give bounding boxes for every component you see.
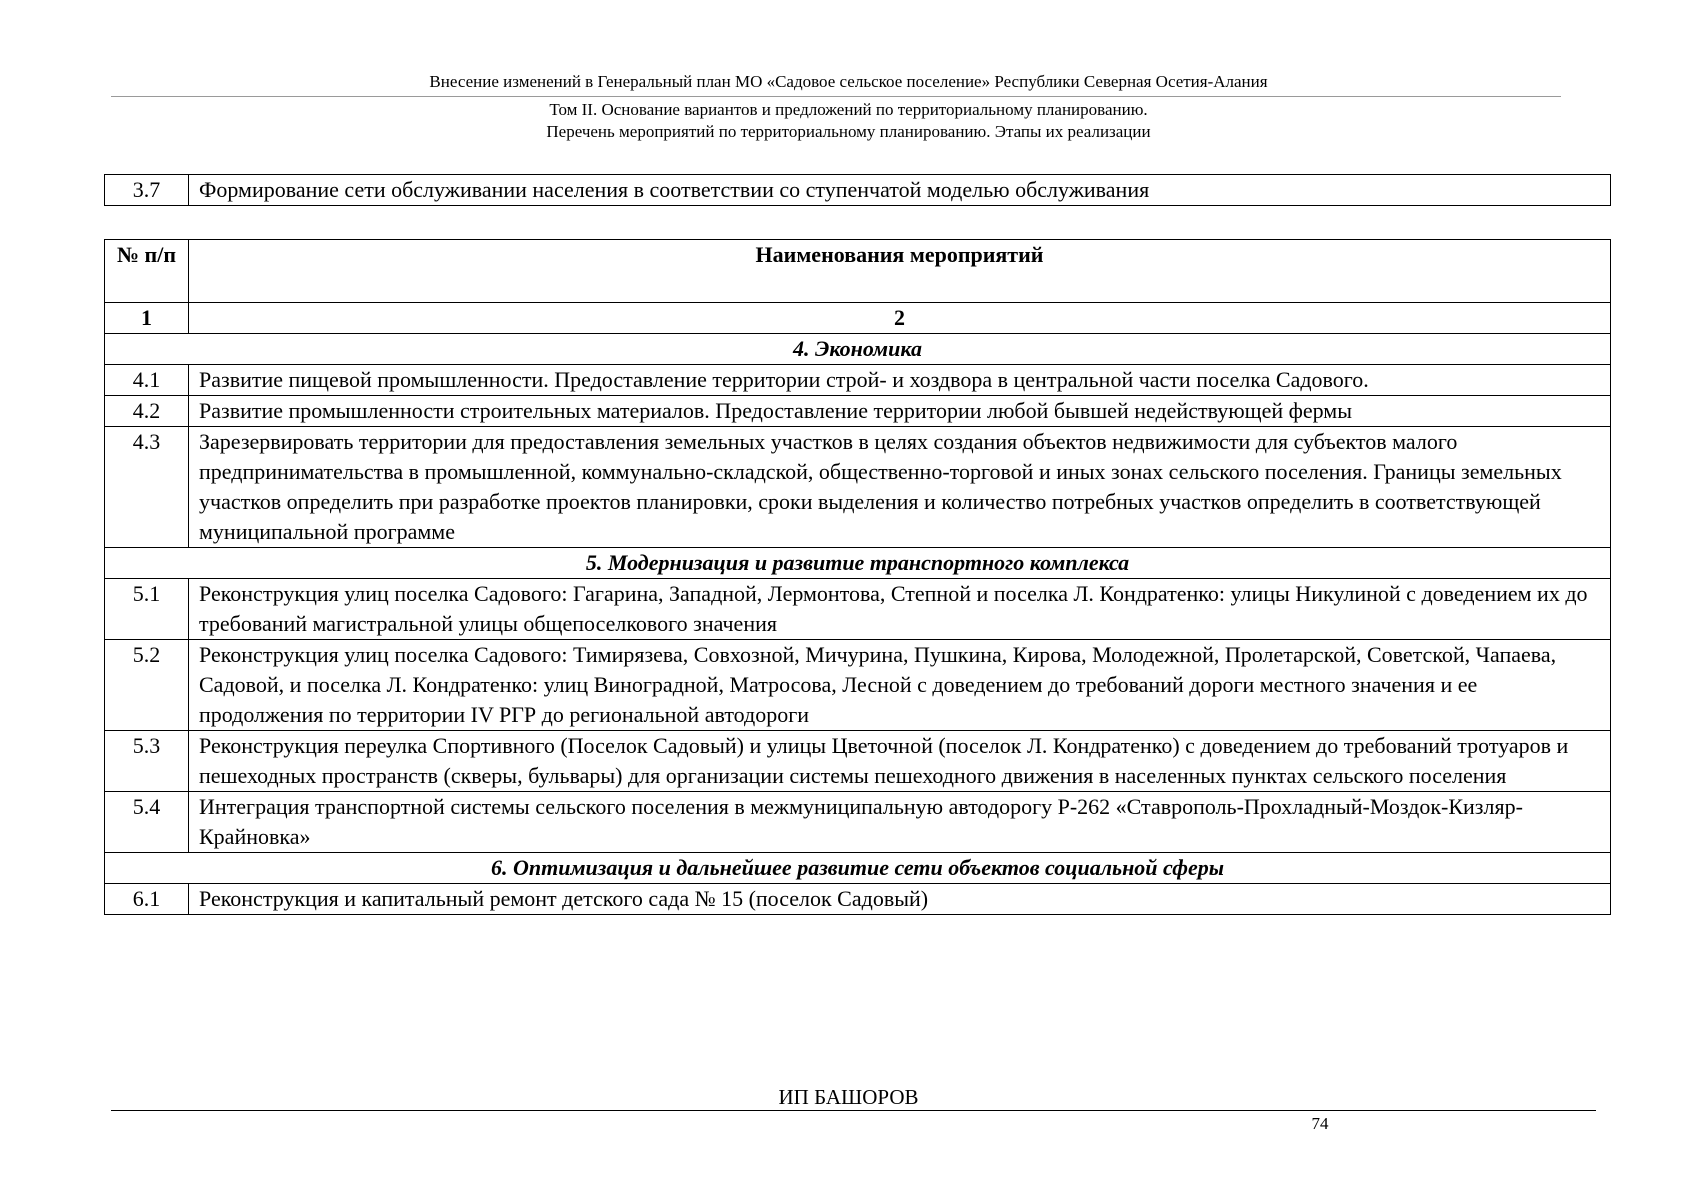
row-number: 6.1 <box>105 884 189 915</box>
col-index-2: 2 <box>189 303 1611 334</box>
row-text: Реконструкция и капитальный ремонт детского сада № 15 (поселок Садовый) <box>189 884 1611 915</box>
section-title: 5. Модернизация и развитие транспортного комплекса <box>105 548 1611 579</box>
row-text: Реконструкция улиц поселка Садового: Тимирязева, Совхозной, Мичурина, Пушкина, Кирова, Молодежной, Пролетарской, Советской, Чапаева, Садовой, и поселка Л. Кондратенко: улиц Виноградной, Матросова, Лесной с доведением до требований дороги местного значения и ее продолжения по территории IV РГР до региональной автодороги <box>189 640 1611 731</box>
row-number: 5.4 <box>105 792 189 853</box>
table-row <box>105 579 1611 640</box>
document-header-section: Перечень мероприятий по территориальному планированию. Этапы их реализации <box>546 122 1151 141</box>
section-row-economy <box>105 334 1611 365</box>
row-number: 4.1 <box>105 365 189 396</box>
row-number: 4.2 <box>105 396 189 427</box>
table-row <box>105 427 1611 548</box>
row-text: Развитие пищевой промышленности. Предоставление территории строй- и хоздвора в центральной части поселка Садового. <box>189 365 1611 396</box>
row-text: Зарезервировать территории для предоставления земельных участков в целях создания объектов недвижимости для субъектов малого предпринимательства в промышленной, коммунально-складской, общественно-торговой и иных зонах сельского поселения. Границы земельных участков определить при разработке проектов планировки, сроки выделения и количество потребных участков определить в соответствующей муниципальной программе <box>189 427 1611 548</box>
section-title: 6. Оптимизация и дальнейшее развитие сети объектов социальной сферы <box>105 853 1611 884</box>
footer-divider <box>111 1110 1596 1111</box>
col-index-1: 1 <box>105 303 189 334</box>
row-text: Реконструкция переулка Спортивного (Поселок Садовый) и улицы Цветочной (поселок Л. Кондратенко) с доведением до требований тротуаров и пешеходных пространств (скверы, бульвары) для организации системы пешеходного движения в населенных пунктах сельского поселения <box>189 731 1611 792</box>
table-index-row <box>105 303 1611 334</box>
row-number: 5.2 <box>105 640 189 731</box>
table-row <box>105 884 1611 915</box>
table-row <box>105 396 1611 427</box>
row-text: Реконструкция улиц поселка Садового: Гагарина, Западной, Лермонтова, Степной и поселка Л. Кондратенко: улицы Никулиной с доведением их до требований магистральной улицы общепоселкового значения <box>189 579 1611 640</box>
measures-table <box>104 239 1611 915</box>
section-row-transport <box>105 548 1611 579</box>
table-row <box>105 640 1611 731</box>
page-number: 74 <box>1311 1114 1329 1133</box>
table-row <box>105 175 1611 206</box>
table-row <box>105 792 1611 853</box>
section-title: 4. Экономика <box>105 334 1611 365</box>
row-text: Развитие промышленности строительных материалов. Предоставление территории любой бывшей недействующей фермы <box>189 396 1611 427</box>
col-name-header: Наименования мероприятий <box>189 240 1611 303</box>
row-text: Интеграция транспортной системы сельского поселения в межмуниципальную автодорогу Р-262 «Ставрополь-Прохладный-Моздок-Кизляр-Крайновка» <box>189 792 1611 853</box>
table-row <box>105 365 1611 396</box>
continuation-table <box>104 174 1611 206</box>
row-number: 5.3 <box>105 731 189 792</box>
table-row <box>105 731 1611 792</box>
footer-organization: ИП БАШОРОВ <box>778 1085 919 1109</box>
section-row-social <box>105 853 1611 884</box>
col-num-header: № п/п <box>105 240 189 303</box>
table-header-row <box>105 240 1611 303</box>
header-divider <box>111 96 1561 97</box>
row-number: 3.7 <box>105 175 189 206</box>
row-number: 4.3 <box>105 427 189 548</box>
document-header-volume: Том II. Основание вариантов и предложений по территориальному планированию. <box>549 100 1148 119</box>
row-text: Формирование сети обслуживании населения в соответствии со ступенчатой моделью обслуживания <box>189 175 1611 206</box>
row-number: 5.1 <box>105 579 189 640</box>
document-header-title: Внесение изменений в Генеральный план МО «Садовое сельское поселение» Республики Северная Осетия-Алания <box>429 72 1268 91</box>
